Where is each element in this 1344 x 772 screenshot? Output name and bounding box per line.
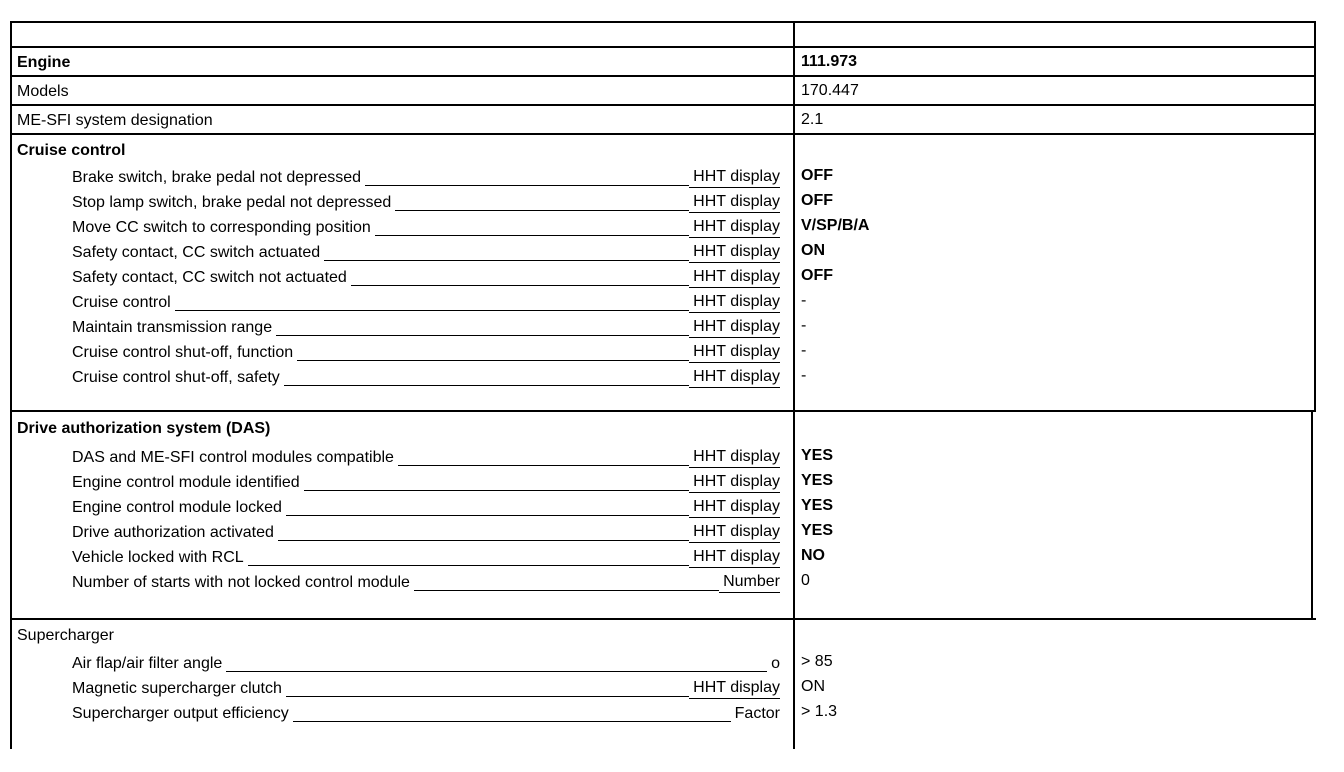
info-label-models: Models — [17, 83, 69, 100]
row-unit: HHT display — [689, 217, 780, 238]
row-label: Cruise control shut-off, safety — [72, 369, 280, 386]
list-item — [72, 166, 780, 188]
row-value: V/SP/B/A — [801, 217, 870, 234]
leader-line — [304, 489, 689, 491]
leader-line — [324, 259, 689, 261]
row-label: Stop lamp switch, brake pedal not depressed — [72, 194, 392, 211]
info-value-system: 2.1 — [801, 111, 824, 128]
info-value-models: 170.447 — [801, 82, 859, 99]
list-item — [72, 446, 780, 468]
leader-line — [276, 334, 689, 336]
info-label-system: ME-SFI system designation — [17, 112, 213, 129]
row-unit: HHT display — [689, 342, 780, 363]
row-value: 0 — [801, 572, 810, 589]
row-unit: o — [771, 655, 780, 672]
row-value: - — [801, 317, 807, 334]
row-divider — [10, 46, 1316, 48]
row-value: YES — [801, 522, 834, 539]
list-item — [72, 471, 780, 493]
row-value: OFF — [801, 167, 833, 184]
row-value: YES — [801, 472, 834, 489]
row-unit: Factor — [734, 705, 780, 722]
row-label: Cruise control — [72, 294, 171, 311]
list-item — [72, 316, 780, 338]
row-label: Vehicle locked with RCL — [72, 549, 244, 566]
row-value: YES — [801, 497, 834, 514]
row-unit: Number — [719, 572, 780, 593]
row-value: OFF — [801, 267, 833, 284]
list-item — [72, 496, 780, 518]
row-value: OFF — [801, 192, 833, 209]
row-unit: HHT display — [689, 317, 780, 338]
row-unit: HHT display — [689, 472, 780, 493]
row-label: Engine control module locked — [72, 499, 282, 516]
row-label: DAS and ME-SFI control modules compatible — [72, 449, 394, 466]
leader-line — [286, 695, 689, 697]
row-label: Safety contact, CC switch actuated — [72, 244, 321, 261]
row-label: Brake switch, brake pedal not depressed — [72, 169, 362, 186]
row-unit: HHT display — [689, 192, 780, 213]
leader-line — [278, 539, 689, 541]
section-title-das: Drive authorization system (DAS) — [17, 420, 271, 437]
list-item — [72, 341, 780, 363]
leader-line — [395, 209, 689, 211]
row-divider — [10, 104, 1316, 106]
leader-line — [351, 284, 689, 286]
list-item — [72, 521, 780, 543]
list-item — [72, 191, 780, 213]
list-item — [72, 241, 780, 263]
row-unit: HHT display — [689, 267, 780, 288]
row-value: - — [801, 367, 807, 384]
leader-line — [398, 464, 689, 466]
list-item — [72, 266, 780, 288]
info-label-engine: Engine — [17, 54, 71, 71]
row-unit: HHT display — [689, 447, 780, 468]
row-value: > 1.3 — [801, 703, 838, 720]
row-unit: HHT display — [689, 167, 780, 188]
row-unit: HHT display — [689, 292, 780, 313]
leader-line — [175, 309, 689, 311]
row-unit: HHT display — [689, 522, 780, 543]
row-label: Cruise control shut-off, function — [72, 344, 294, 361]
row-label: Maintain transmission range — [72, 319, 273, 336]
row-value: > 85 — [801, 653, 833, 670]
leader-line — [248, 564, 690, 566]
leader-line — [297, 359, 689, 361]
table-right-border — [1314, 21, 1316, 411]
row-divider — [10, 133, 1316, 135]
list-item — [72, 677, 780, 699]
row-unit: HHT display — [689, 547, 780, 568]
row-unit: HHT display — [689, 242, 780, 263]
row-value: ON — [801, 242, 825, 259]
section-title-supercharger: Supercharger — [17, 627, 114, 644]
row-value: - — [801, 292, 807, 309]
row-label: Safety contact, CC switch not actuated — [72, 269, 347, 286]
leader-line — [414, 589, 719, 591]
info-value-engine: 111.973 — [801, 53, 858, 70]
list-item — [72, 546, 780, 568]
row-label: Magnetic supercharger clutch — [72, 680, 282, 697]
row-value: NO — [801, 547, 825, 564]
row-value: YES — [801, 447, 834, 464]
list-item — [72, 571, 780, 593]
leader-line — [286, 514, 689, 516]
row-label: Supercharger output efficiency — [72, 705, 289, 722]
row-divider — [10, 75, 1316, 77]
row-divider — [10, 410, 1316, 412]
leader-line — [226, 670, 767, 672]
row-value: ON — [801, 678, 825, 695]
leader-line — [284, 384, 689, 386]
leader-line — [375, 234, 689, 236]
list-item — [72, 366, 780, 388]
table-top-border — [10, 21, 1316, 23]
leader-line — [365, 184, 689, 186]
list-item — [72, 291, 780, 313]
row-unit: HHT display — [689, 497, 780, 518]
table-right-border — [1311, 410, 1313, 620]
list-item — [72, 216, 780, 238]
row-label: Engine control module identified — [72, 474, 300, 491]
row-label: Number of starts with not locked control module — [72, 574, 410, 591]
row-unit: HHT display — [689, 367, 780, 388]
section-title-cruise-control: Cruise control — [17, 142, 126, 159]
table-left-border — [10, 21, 12, 749]
list-item — [72, 702, 780, 724]
row-divider — [10, 618, 1316, 620]
column-divider — [793, 21, 795, 749]
list-item — [72, 652, 780, 674]
row-label: Move CC switch to corresponding position — [72, 219, 371, 236]
row-value: - — [801, 342, 807, 359]
row-label: Drive authorization activated — [72, 524, 274, 541]
row-label: Air flap/air filter angle — [72, 655, 223, 672]
leader-line — [293, 720, 731, 722]
row-unit: HHT display — [689, 678, 780, 699]
